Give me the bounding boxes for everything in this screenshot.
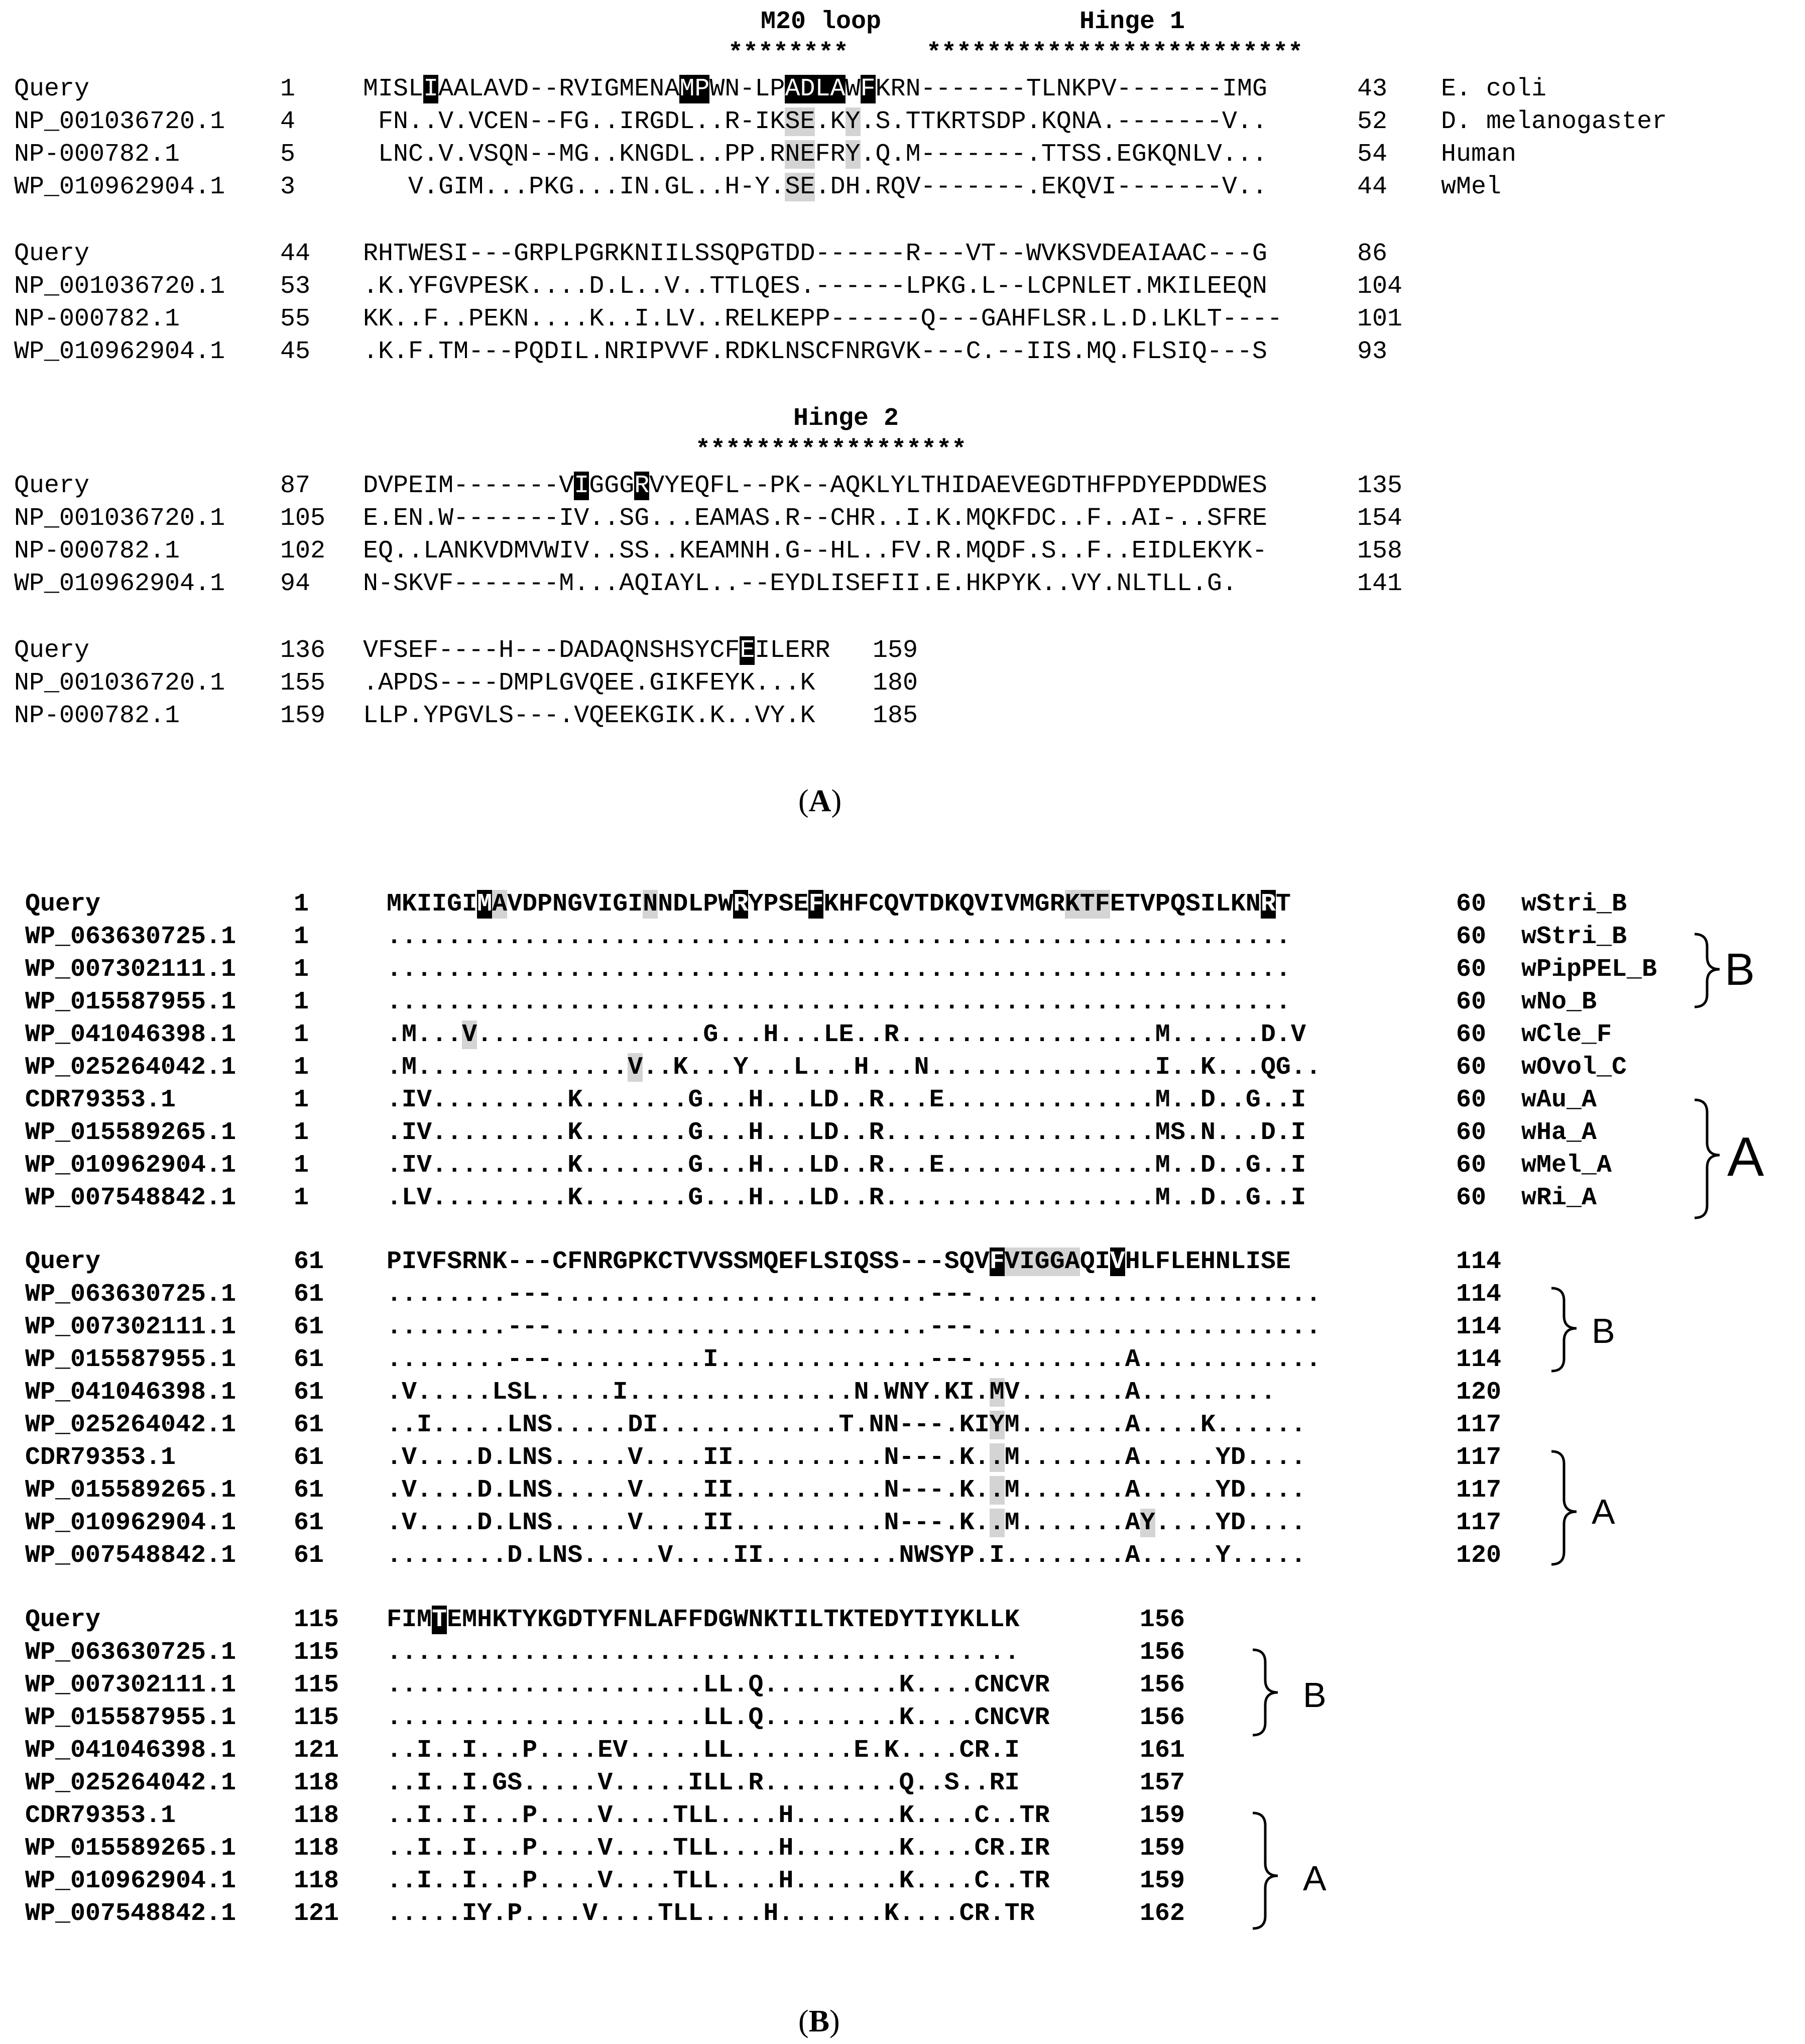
end-position: 60 — [1456, 923, 1487, 951]
sequence-id: WP_010962904.1 — [14, 570, 225, 598]
hinge1-stars: ************************* — [926, 39, 1303, 68]
aligned-sequence: .V....D.LNS.....V....II..........N---.K..M.......AY....YD.... — [387, 1509, 1306, 1537]
end-position: 117 — [1456, 1411, 1502, 1439]
sequence-id: WP_010962904.1 — [25, 1151, 236, 1180]
start-position: 1 — [294, 1020, 309, 1049]
aligned-sequence: .M...V...............G...H...LE..R.................M......D.V — [387, 1020, 1306, 1049]
start-position: 53 — [280, 272, 311, 301]
brace-b-3 — [1253, 1650, 1278, 1735]
end-position: 156 — [1140, 1606, 1185, 1634]
brace-a-2 — [1551, 1451, 1577, 1564]
hinge2-label: Hinge 2 — [793, 404, 899, 433]
end-position: 180 — [873, 669, 918, 698]
sequence-id: WP_015587955.1 — [25, 988, 236, 1016]
sequence-id: WP_063630725.1 — [25, 1638, 236, 1667]
start-position: 55 — [280, 305, 311, 333]
start-position: 1 — [294, 1184, 309, 1212]
end-position: 114 — [1456, 1247, 1502, 1276]
sequence-id: WP_010962904.1 — [25, 1509, 236, 1537]
end-position: 60 — [1456, 1053, 1487, 1082]
end-position: 158 — [1357, 537, 1403, 565]
end-position: 156 — [1140, 1638, 1185, 1667]
organism-label: wOvol_C — [1521, 1053, 1627, 1082]
start-position: 1 — [294, 923, 309, 951]
end-position: 114 — [1456, 1345, 1502, 1374]
aligned-sequence: KK..F..PEKN....K..I.LV..RELKEPP------Q---GAHFLSR.L.D.LKLT---- — [363, 305, 1282, 333]
sequence-id: CDR79353.1 — [25, 1801, 176, 1830]
sequence-id: NP_001036720.1 — [14, 107, 225, 136]
aligned-sequence: LNC.V.VSQN--MG..KNGDL..PP.RNEFRY.Q.M-------.TTSS.EGKQNLV... — [378, 140, 1267, 169]
sequence-id: WP_015589265.1 — [25, 1118, 236, 1147]
brace-b-1 — [1695, 934, 1720, 1007]
sequence-id: NP-000782.1 — [14, 305, 180, 333]
end-position: 117 — [1456, 1476, 1502, 1505]
start-position: 1 — [294, 1086, 309, 1114]
brace-b-2 — [1551, 1288, 1577, 1371]
hinge2-stars: ****************** — [695, 436, 967, 465]
sequence-id: WP_063630725.1 — [25, 1280, 236, 1309]
aligned-sequence: ..I..I...P....V....TLL....H.......K....CR.IR — [387, 1834, 1050, 1863]
aligned-sequence: .M..............V..K...Y...L...H...N...............I..K...QG.. — [387, 1053, 1321, 1082]
end-position: 159 — [873, 636, 918, 665]
group-label-b-3: B — [1303, 1675, 1327, 1715]
aligned-sequence: .LV.........K.......G...H...LD..R..................M..D..G..I — [387, 1184, 1306, 1212]
start-position: 1 — [294, 890, 309, 919]
start-position: 5 — [280, 140, 296, 169]
organism-label: wMel — [1441, 173, 1502, 201]
start-position: 115 — [294, 1704, 339, 1732]
group-label-a-2: A — [1592, 1492, 1615, 1531]
aligned-sequence: E.EN.W-------IV..SG...EAMAS.R--CHR..I.K.MQKFDC..F..AI-..SFRE — [363, 504, 1267, 533]
organism-label: wPipPEL_B — [1521, 955, 1657, 984]
aligned-sequence: ..I..I...P....V....TLL....H.......K....C..TR — [387, 1867, 1050, 1895]
aligned-sequence: .......................................... — [387, 1638, 1020, 1667]
aligned-sequence: ........---..........I..............---..........A............ — [387, 1345, 1321, 1374]
aligned-sequence: FIMTEMHKTYKGDTYFNLAFFDGWNKTILTKTEDYTIYKLLK — [387, 1606, 1020, 1634]
start-position: 115 — [294, 1606, 339, 1634]
start-position: 105 — [280, 504, 326, 533]
end-position: 159 — [1140, 1801, 1185, 1830]
aligned-sequence: ............................................................ — [387, 923, 1291, 951]
sequence-id: Query — [25, 1606, 101, 1634]
organism-label: wRi_A — [1521, 1184, 1597, 1212]
start-position: 61 — [294, 1378, 324, 1407]
aligned-sequence: ..I..I...P....EV.....LL........E.K....CR.I — [387, 1736, 1020, 1765]
sequence-id: Query — [25, 890, 101, 919]
start-position: 61 — [294, 1345, 324, 1374]
aligned-sequence: .IV.........K.......G...H...LD..R...E..............M..D..G..I — [387, 1151, 1306, 1180]
end-position: 60 — [1456, 1118, 1487, 1147]
sequence-id: WP_010962904.1 — [14, 173, 225, 201]
end-position: 156 — [1140, 1704, 1185, 1732]
organism-label: wStri_B — [1521, 890, 1627, 919]
sequence-id: WP_015587955.1 — [25, 1704, 236, 1732]
start-position: 4 — [280, 107, 296, 136]
sequence-id: WP_041046398.1 — [25, 1736, 236, 1765]
organism-label: wStri_B — [1521, 923, 1627, 951]
sequence-id: CDR79353.1 — [25, 1443, 176, 1472]
start-position: 1 — [280, 75, 296, 103]
aligned-sequence: RHTWESI---GRPLPGRKNIILSSQPGTDD------R---VT--WVKSVDEAIAAC---G — [363, 240, 1267, 268]
sequence-id: Query — [14, 240, 90, 268]
end-position: 52 — [1357, 107, 1388, 136]
start-position: 118 — [294, 1867, 339, 1895]
sequence-id: Query — [14, 75, 90, 103]
organism-label: Human — [1441, 140, 1517, 169]
sequence-id: NP_001036720.1 — [14, 272, 225, 301]
start-position: 61 — [294, 1476, 324, 1505]
aligned-sequence: .V....D.LNS.....V....II..........N---.K..M.......A.....YD.... — [387, 1476, 1306, 1505]
organism-label: wCle_F — [1521, 1020, 1612, 1049]
aligned-sequence: .V.....LSL.....I...............N.WNY.KI.MV.......A......... — [387, 1378, 1276, 1407]
end-position: 93 — [1357, 337, 1388, 366]
organism-label: wMel_A — [1521, 1151, 1612, 1180]
organism-label: wAu_A — [1521, 1086, 1597, 1114]
aligned-sequence: ............................................................ — [387, 955, 1291, 984]
panel-a-caption: (A) — [798, 784, 842, 818]
aligned-sequence: V.GIM...PKG...IN.GL..H-Y.SE.DH.RQV-------.EKQVI-------V.. — [408, 173, 1267, 201]
start-position: 61 — [294, 1411, 324, 1439]
sequence-id: NP-000782.1 — [14, 702, 180, 730]
start-position: 115 — [294, 1671, 339, 1699]
end-position: 114 — [1456, 1313, 1502, 1341]
organism-label: wNo_B — [1521, 988, 1597, 1016]
start-position: 61 — [294, 1247, 324, 1276]
start-position: 121 — [294, 1899, 339, 1928]
hinge1-label: Hinge 1 — [1079, 8, 1185, 36]
aligned-sequence: LLP.YPGVLS---.VQEEKGIK.K..VY.K — [363, 702, 815, 730]
sequence-id: WP_010962904.1 — [25, 1867, 236, 1895]
aligned-sequence: .....................LL.Q.........K....CNCVR — [387, 1704, 1050, 1732]
organism-label: D. melanogaster — [1441, 107, 1667, 136]
start-position: 118 — [294, 1769, 339, 1797]
start-position: 94 — [280, 570, 311, 598]
sequence-id: WP_007302111.1 — [25, 1313, 236, 1341]
start-position: 45 — [280, 337, 311, 366]
start-position: 136 — [280, 636, 326, 665]
sequence-id: WP_007302111.1 — [25, 1671, 236, 1699]
end-position: 141 — [1357, 570, 1403, 598]
start-position: 1 — [294, 955, 309, 984]
end-position: 44 — [1357, 173, 1388, 201]
end-position: 60 — [1456, 988, 1487, 1016]
aligned-sequence: PIVFSRNK---CFNRGPKCTVVSSMQEFLSIQSS---SQVFVIGGAQIVHLFLEHNLISE — [387, 1247, 1291, 1276]
sequence-id: WP_015587955.1 — [25, 1345, 236, 1374]
start-position: 1 — [294, 988, 309, 1016]
aligned-sequence: EQ..LANKVDMVWIV..SS..KEAMNH.G--HL..FV.R.MQDF.S..F..EIDLEKYK- — [363, 537, 1267, 565]
brace-a-1 — [1695, 1100, 1720, 1218]
aligned-sequence: N-SKVF-------M...AQIAYL..--EYDLISEFII.E.HKPYK..VY.NLTLL.G. — [363, 570, 1237, 598]
sequence-id: WP_041046398.1 — [25, 1020, 236, 1049]
start-position: 121 — [294, 1736, 339, 1765]
panel-b-caption: (B) — [798, 2004, 840, 2038]
sequence-id: NP_001036720.1 — [14, 669, 225, 698]
end-position: 162 — [1140, 1899, 1185, 1928]
organism-label: E. coli — [1441, 75, 1547, 103]
end-position: 43 — [1357, 75, 1388, 103]
aligned-sequence: .APDS----DMPLGVQEE.GIKFEYK...K — [363, 669, 815, 698]
end-position: 120 — [1456, 1541, 1502, 1570]
sequence-id: WP_007302111.1 — [25, 955, 236, 984]
end-position: 60 — [1456, 890, 1487, 919]
end-position: 60 — [1456, 1020, 1487, 1049]
group-label-a-1: A — [1727, 1126, 1764, 1188]
end-position: 117 — [1456, 1443, 1502, 1472]
sequence-id: NP_001036720.1 — [14, 504, 225, 533]
start-position: 1 — [294, 1053, 309, 1082]
sequence-id: WP_063630725.1 — [25, 923, 236, 951]
start-position: 44 — [280, 240, 311, 268]
end-position: 117 — [1456, 1509, 1502, 1537]
sequence-id: WP_010962904.1 — [14, 337, 225, 366]
end-position: 185 — [873, 702, 918, 730]
end-position: 60 — [1456, 955, 1487, 984]
aligned-sequence: ............................................................ — [387, 988, 1291, 1016]
start-position: 155 — [280, 669, 326, 698]
sequence-id: Query — [25, 1247, 101, 1276]
end-position: 114 — [1456, 1280, 1502, 1309]
aligned-sequence: .IV.........K.......G...H...LD..R...E..............M..D..G..I — [387, 1086, 1306, 1114]
m20-loop-label: M20 loop — [761, 8, 882, 36]
end-position: 54 — [1357, 140, 1388, 169]
end-position: 157 — [1140, 1769, 1185, 1797]
sequence-id: WP_007548842.1 — [25, 1184, 236, 1212]
aligned-sequence: ..I.....LNS.....DI............T.NN---.KIYM.......A....K...... — [387, 1411, 1306, 1439]
start-position: 61 — [294, 1313, 324, 1341]
start-position: 1 — [294, 1118, 309, 1147]
start-position: 61 — [294, 1443, 324, 1472]
sequence-id: WP_007548842.1 — [25, 1541, 236, 1570]
end-position: 154 — [1357, 504, 1403, 533]
aligned-sequence: ........---.........................---....................... — [387, 1313, 1321, 1341]
aligned-sequence: .....IY.P....V....TLL....H.......K....CR.TR — [387, 1899, 1035, 1928]
sequence-id: WP_015589265.1 — [25, 1476, 236, 1505]
start-position: 61 — [294, 1509, 324, 1537]
sequence-id: WP_007548842.1 — [25, 1899, 236, 1928]
end-position: 159 — [1140, 1867, 1185, 1895]
aligned-sequence: .K.F.TM---PQDIL.NRIPVVF.RDKLNSCFNRGVK---C.--IIS.MQ.FLSIQ---S — [363, 337, 1267, 366]
start-position: 61 — [294, 1280, 324, 1309]
aligned-sequence: ........---.........................---....................... — [387, 1280, 1321, 1309]
group-label-b-1: B — [1725, 945, 1755, 995]
start-position: 118 — [294, 1801, 339, 1830]
sequence-id: WP_025264042.1 — [25, 1411, 236, 1439]
aligned-sequence: ..I..I.GS.....V.....ILL.R.........Q..S..RI — [387, 1769, 1020, 1797]
start-position: 102 — [280, 537, 326, 565]
start-position: 3 — [280, 173, 296, 201]
start-position: 159 — [280, 702, 326, 730]
aligned-sequence: .V....D.LNS.....V....II..........N---.K..M.......A.....YD.... — [387, 1443, 1306, 1472]
aligned-sequence: FN..V.VCEN--FG..IRGDL..R-IKSE.KY.S.TTKRTSDP.KQNA.-------V.. — [378, 107, 1267, 136]
aligned-sequence: .K.YFGVPESK....D.L..V..TTLQES.------LPKG.L--LCPNLET.MKILEEQN — [363, 272, 1267, 301]
start-position: 61 — [294, 1541, 324, 1570]
end-position: 104 — [1357, 272, 1403, 301]
aligned-sequence: ..I..I...P....V....TLL....H.......K....C..TR — [387, 1801, 1050, 1830]
aligned-sequence: .....................LL.Q.........K....CNCVR — [387, 1671, 1050, 1699]
aligned-sequence: MKIIGIMAVDPNGVIGINNDLPWRYPSEFKHFCQVTDKQVIVMGRKTFETVPQSILKNRT — [387, 890, 1291, 919]
end-position: 161 — [1140, 1736, 1185, 1765]
start-position: 118 — [294, 1834, 339, 1863]
brace-a-3 — [1253, 1813, 1278, 1928]
start-position: 87 — [280, 472, 311, 500]
sequence-id: WP_041046398.1 — [25, 1378, 236, 1407]
aligned-sequence: VFSEF----H---DADAQNSHSYCFEILERR — [363, 636, 830, 665]
sequence-id: WP_015589265.1 — [25, 1834, 236, 1863]
sequence-id: Query — [14, 472, 90, 500]
start-position: 1 — [294, 1151, 309, 1180]
sequence-id: WP_025264042.1 — [25, 1769, 236, 1797]
aligned-sequence: MISLIAALAVD--RVIGMENAMPWN-LPADLAWFKRN-------TLNKPV-------IMG — [363, 75, 1267, 103]
aligned-sequence: DVPEIM-------VIGGGRVYEQFL--PK--AQKLYLTHIDAEVEGDTHFPDYEPDDWES — [363, 472, 1267, 500]
end-position: 159 — [1140, 1834, 1185, 1863]
sequence-id: NP-000782.1 — [14, 537, 180, 565]
aligned-sequence: .IV.........K.......G...H...LD..R..................MS.N...D.I — [387, 1118, 1306, 1147]
end-position: 60 — [1456, 1086, 1487, 1114]
end-position: 120 — [1456, 1378, 1502, 1407]
aligned-sequence: ........D.LNS.....V....II.........NWSYP.I........A.....Y..... — [387, 1541, 1306, 1570]
start-position: 115 — [294, 1638, 339, 1667]
sequence-id: Query — [14, 636, 90, 665]
group-label-b-2: B — [1592, 1311, 1615, 1350]
end-position: 60 — [1456, 1184, 1487, 1212]
m20-loop-stars: ******** — [728, 39, 849, 68]
end-position: 101 — [1357, 305, 1403, 333]
organism-label: wHa_A — [1521, 1118, 1597, 1147]
sequence-id: WP_025264042.1 — [25, 1053, 236, 1082]
sequence-id: NP-000782.1 — [14, 140, 180, 169]
group-label-a-3: A — [1303, 1859, 1327, 1898]
end-position: 60 — [1456, 1151, 1487, 1180]
end-position: 86 — [1357, 240, 1388, 268]
sequence-id: CDR79353.1 — [25, 1086, 176, 1114]
end-position: 156 — [1140, 1671, 1185, 1699]
end-position: 135 — [1357, 472, 1403, 500]
